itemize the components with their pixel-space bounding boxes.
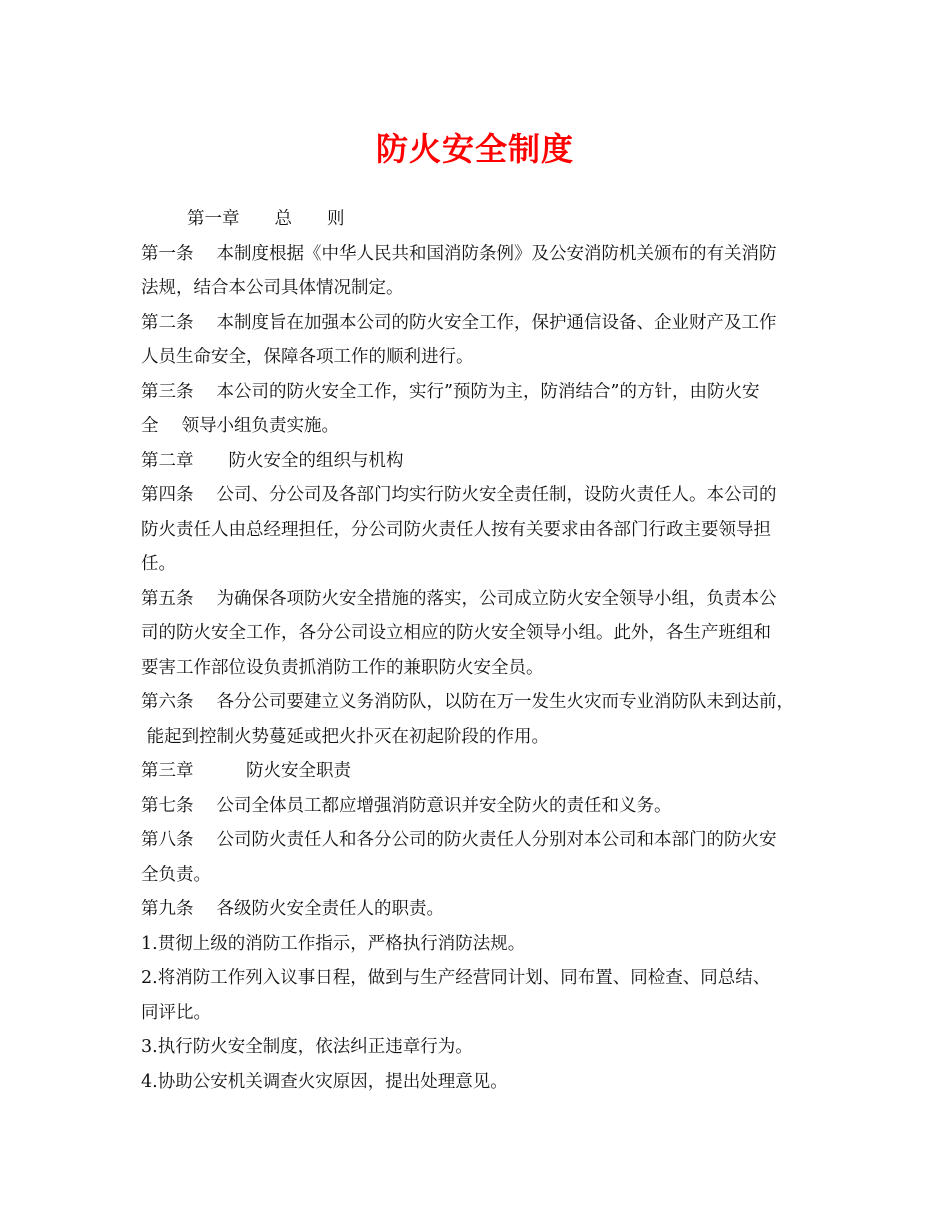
list-item: 同评比。 bbox=[141, 1002, 211, 1023]
text-line: 能起到控制火势蔓延或把火扑灭在初起阶段的作用。 bbox=[141, 726, 550, 747]
text-line: 人员生命安全，保障各项工作的顺利进行。 bbox=[141, 347, 474, 367]
text-line: 第八条 公司防火责任人和各分公司的防火责任人分别对本公司和本部门的防火安 bbox=[141, 830, 777, 850]
text-line: 法规，结合本公司具体情况制定。 bbox=[141, 278, 404, 298]
text-line: 第二条 本制度旨在加强本公司的防火安全工作，保护通信设备、企业财产及工作 bbox=[141, 312, 777, 333]
text-line: 第三条 本公司的防火安全工作，实行”预防为主，防消结合”的方针，由防火安 bbox=[141, 381, 760, 402]
list-item: 2.将消防工作列入议事日程，做到与生产经营同计划、同布置、同检查、同总结、 bbox=[141, 968, 771, 988]
chapter-heading-1: 第一章 总 则 bbox=[187, 209, 345, 229]
text-line: 第四条 公司、分公司及各部门均实行防火安全责任制，设防火责任人。本公司的 bbox=[141, 485, 777, 505]
text-line: 全负责。 bbox=[141, 864, 211, 885]
document-body bbox=[141, 202, 841, 1099]
list-item: 1.贯彻上级的消防工作指示，严格执行消防法规。 bbox=[141, 933, 526, 954]
list-item: 4.协助公安机关调查火灾原因，提出处理意见。 bbox=[141, 1071, 508, 1092]
text-line: 要害工作部位设负责抓消防工作的兼职防火安全员。 bbox=[141, 657, 544, 678]
text-line: 防火责任人由总经理担任，分公司防火责任人按有关要求由各部门行政主要领导担 bbox=[141, 519, 771, 540]
text-line: 全 领导小组负责实施。 bbox=[141, 416, 340, 436]
text-line: 第九条 各级防火安全责任人的职责。 bbox=[141, 899, 445, 919]
text-line: 任。 bbox=[141, 554, 176, 574]
text-line: 第一条 本制度根据《中华人民共和国消防条例》及公安消防机关颁布的有关消防 bbox=[141, 243, 777, 264]
document-title: 防火安全制度 bbox=[375, 130, 574, 168]
chapter-heading-2: 第二章 防火安全的组织与机构 bbox=[141, 450, 404, 471]
text-line: 第五条 为确保各项防火安全措施的落实，公司成立防火安全领导小组，负责本公 bbox=[141, 588, 777, 609]
list-item: 3.执行防火安全制度，依法纠正违章行为。 bbox=[141, 1037, 473, 1057]
text-line: 第七条 公司全体员工都应增强消防意识并安全防火的责任和义务。 bbox=[141, 795, 672, 816]
text-line: 司的防火安全工作，各分公司设立相应的防火安全领导小组。此外，各生产班组和 bbox=[141, 623, 771, 643]
chapter-heading-3: 第三章 防火安全职责 bbox=[141, 761, 351, 781]
text-line: 第六条 各分公司要建立义务消防队，以防在万一发生火灾而专业消防队未到达前， bbox=[141, 692, 795, 712]
